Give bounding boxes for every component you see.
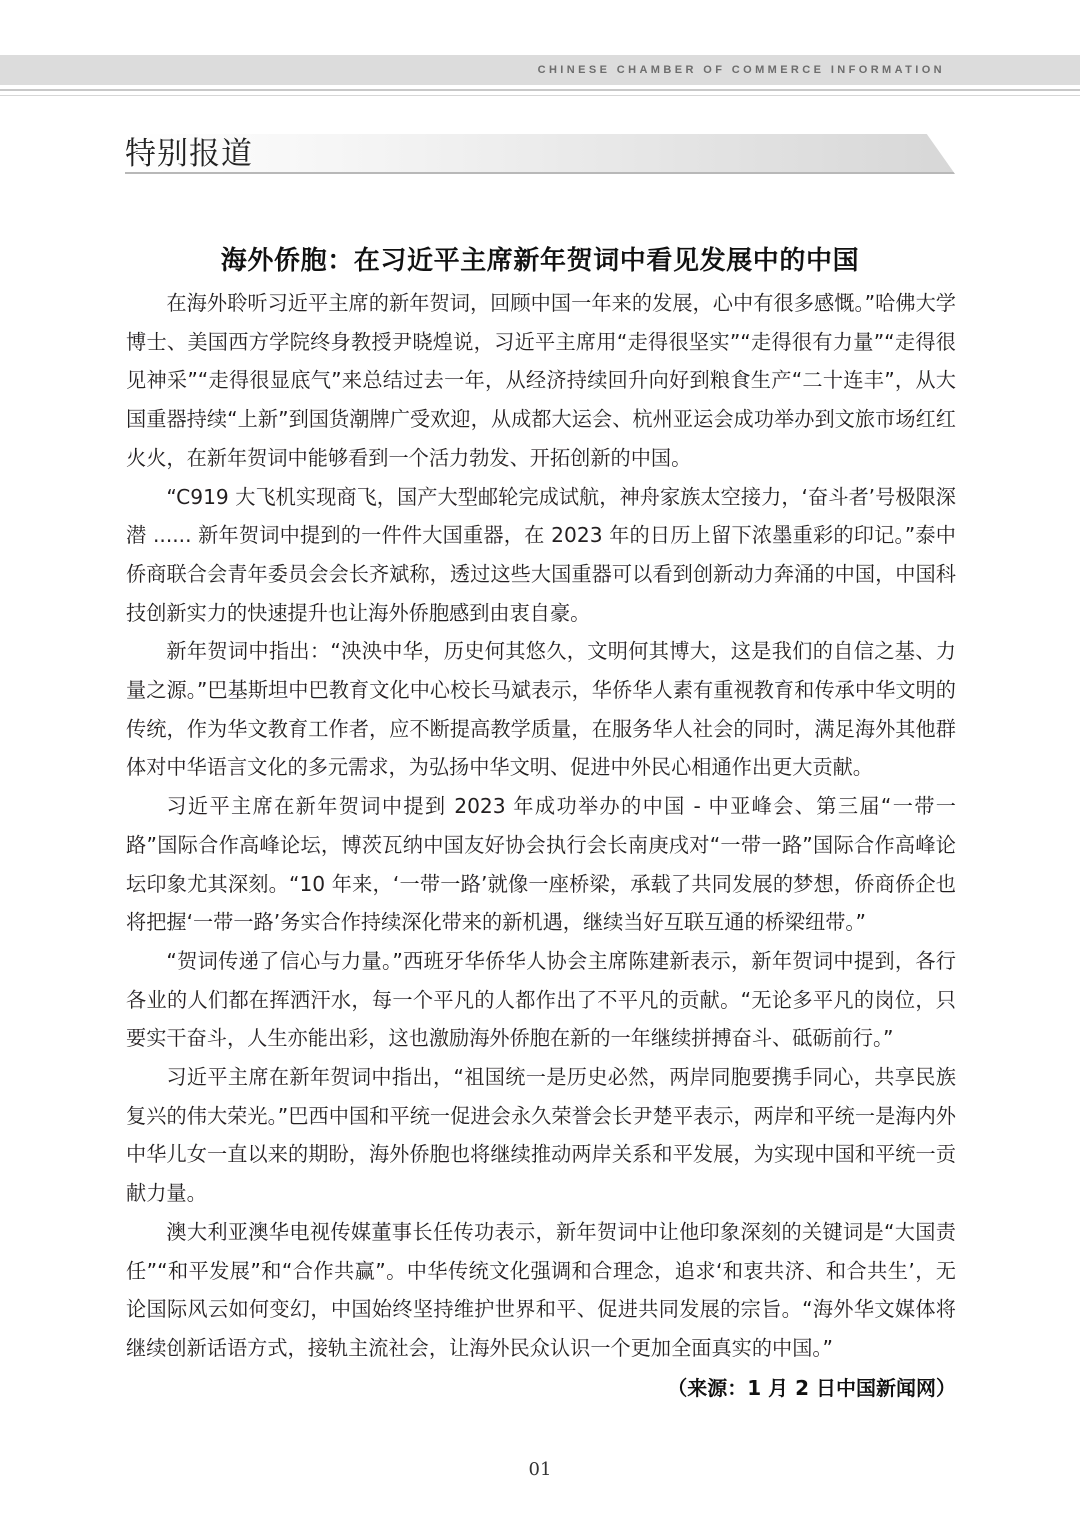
article-title: 海外侨胞：在习近平主席新年贺词中看见发展中的中国 <box>220 246 860 277</box>
article-paragraph: 习近平主席在新年贺词中提到 2023 年成功举办的中国 - 中亚峰会、第三届“一带一路”国际合作高峰论坛，博茨瓦纳中国友好协会执行会长南庚戌对“一带一路”国际合作高峰论坛印象尤其深刻。“10 年来，‘一带一路’就像一座桥梁，承载了共同发展的梦想，侨商侨企也将把握‘一带一路’务实合作持续深化带来的新机遇，继续当好互联互通的桥梁纽带。” <box>126 794 956 935</box>
article-paragraph: 新年贺词中指出：“泱泱中华，历史何其悠久，文明何其博大，这是我们的自信之基、力量之源。”巴基斯坦中巴教育文化中心校长马斌表示，华侨华人素有重视教育和传承中华文明的传统，作为华文教育工作者，应不断提高教学质量，在服务华人社会的同时，满足海外其他群体对中华语言文化的多元需求，为弘扬中华文明、促进中外民心相通作出更大贡献。 <box>126 639 956 780</box>
article-paragraph: 澳大利亚澳华电视传媒董事长任传功表示，新年贺词中让他印象深刻的关键词是“大国责任”“和平发展”和“合作共赢”。中华传统文化强调和合理念，追求‘和衷共济、和合共生’，无论国际风云如何变幻，中国始终坚持维护世界和平、促进共同发展的宗旨。“海外华文媒体将继续创新话语方式，接轨主流社会，让海外民众认识一个更加全面真实的中国。” <box>126 1219 956 1360</box>
article-source: （来源：1 月 2 日中国新闻网） <box>667 1376 956 1400</box>
header-divider <box>0 89 1080 91</box>
article-paragraph: 习近平主席在新年贺词中指出，“祖国统一是历史必然，两岸同胞要携手同心，共享民族复兴的伟大荣光。”巴西中国和平统一促进会永久荣誉会长尹楚平表示，两岸和平统一是海内外中华儿女一直以来的期盼，海外侨胞也将继续推动两岸关系和平发展，为实现中国和平统一贡献力量。 <box>126 1065 956 1206</box>
header-divider-thin <box>0 95 1080 96</box>
page-number: 01 <box>528 1459 552 1480</box>
article-body <box>126 284 956 1368</box>
section-title: 特别报道 <box>125 136 253 172</box>
header-title: CHINESE CHAMBER OF COMMERCE INFORMATION <box>537 64 945 76</box>
article-paragraph: 在海外聆听习近平主席的新年贺词，回顾中国一年来的发展，心中有很多感慨。”哈佛大学博士、美国西方学院终身教授尹晓煌说，习近平主席用“走得很坚实”“走得很有力量”“走得很见神采”“走得很显底气”来总结过去一年，从经济持续回升向好到粮食生产“二十连丰”，从大国重器持续“上新”到国货潮牌广受欢迎，从成都大运会、杭州亚运会成功举办到文旅市场红红火火，在新年贺词中能够看到一个活力勃发、开拓创新的中国。 <box>126 291 956 470</box>
article-paragraph: “贺词传递了信心与力量。”西班牙华侨华人协会主席陈建新表示，新年贺词中提到，各行各业的人们都在挥洒汗水，每一个平凡的人都作出了不平凡的贡献。“无论多平凡的岗位，只要实干奋斗，人生亦能出彩，这也激励海外侨胞在新的一年继续拼搏奋斗、砥砺前行。” <box>126 948 956 1051</box>
article-paragraph: “C919 大飞机实现商飞，国产大型邮轮完成试航，神舟家族太空接力，‘奋斗者’号极限深潜 ...... 新年贺词中提到的一件件大国重器，在 2023 年的日历上留下浓墨重彩的印记。”泰中侨商联合会青年委员会会长齐斌称，透过这些大国重器可以看到创新动力奔涌的中国，中国科技创新实力的快速提升也让海外侨胞感到由衷自豪。 <box>126 484 956 625</box>
